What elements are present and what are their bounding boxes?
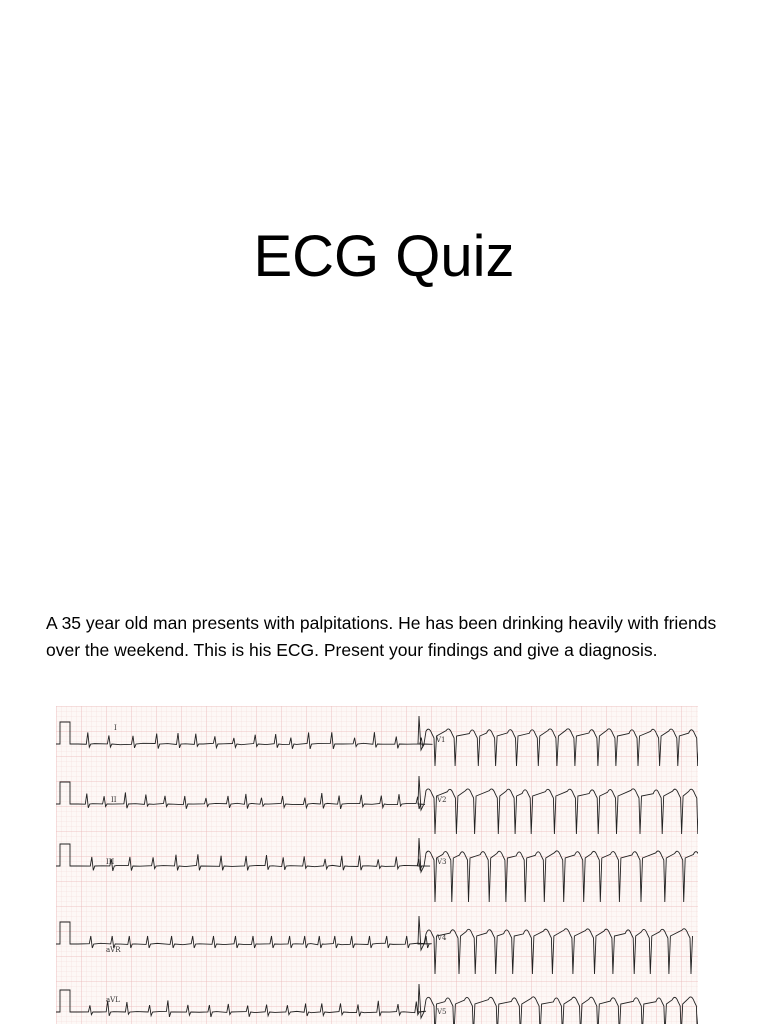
lead-label-III: III [106, 858, 115, 866]
lead-label-I: I [114, 724, 117, 732]
ecg-tracing [56, 706, 698, 1024]
question-text: A 35 year old man presents with palpitations. He has been drinking heavily with friends over the weekend. This is his ECG. Present your findings and give a diagnosis. [46, 613, 717, 660]
lead-label-V3: V3 [437, 858, 447, 866]
lead-label-aVR: aVR [106, 946, 121, 954]
lead-label-aVL: aVL [106, 996, 120, 1004]
lead-label-V4: V4 [437, 934, 447, 942]
slide-title: ECG Quiz [253, 224, 515, 289]
lead-label-V5: V5 [437, 1008, 447, 1016]
lead-label-V1: V1 [436, 736, 446, 744]
ecg-strip [56, 706, 698, 1024]
lead-label-II: II [111, 796, 117, 804]
lead-label-V2: V2 [437, 796, 447, 804]
